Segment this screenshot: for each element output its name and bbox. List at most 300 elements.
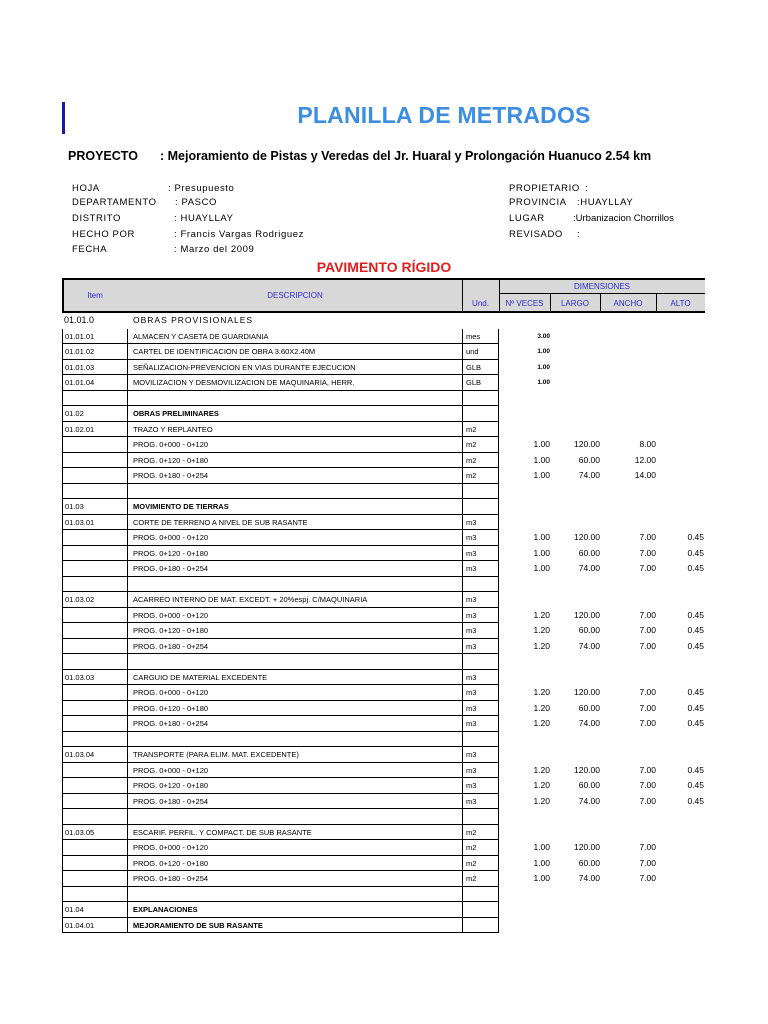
row-n-veces: 1.00 <box>533 454 550 465</box>
row-largo <box>550 747 600 763</box>
row-ancho: 12.00 <box>634 454 656 465</box>
row-item: 01.01.01 <box>62 329 128 345</box>
table-row <box>62 654 705 670</box>
row-ancho <box>600 654 656 670</box>
table-row <box>62 778 705 794</box>
row-item <box>62 546 128 562</box>
row-description: PROG. 0+180 - 0+254 <box>128 639 462 655</box>
row-largo: 74.00 <box>578 640 600 651</box>
row-n-veces: 1.20 <box>533 687 550 697</box>
row-alto <box>656 887 704 903</box>
row-unit: m2 <box>462 468 499 484</box>
row-largo <box>550 918 600 934</box>
row-n-veces <box>499 887 550 903</box>
row-alto: 0.45 <box>687 563 704 573</box>
row-ancho <box>600 406 656 422</box>
row-item: 01.02.01 <box>62 422 128 438</box>
row-alto <box>656 391 704 407</box>
info-value: :Urbanizacion Chorrillos <box>573 213 674 224</box>
row-ancho: 7.00 <box>639 625 656 635</box>
row-largo <box>550 670 600 686</box>
row-item <box>62 716 128 732</box>
row-ancho <box>600 918 656 934</box>
row-description: SEÑALIZACION-PREVENCION EN VIAS DURANTE EJECUCION <box>128 360 462 376</box>
row-ancho: 7.00 <box>639 857 656 868</box>
row-unit: m3 <box>462 515 499 531</box>
row-largo: 74.00 <box>578 795 600 806</box>
proyecto-line <box>68 149 651 163</box>
row-largo <box>550 887 600 903</box>
row-unit: m3 <box>462 561 499 577</box>
row-item <box>62 685 128 701</box>
row-largo: 60.00 <box>578 625 600 635</box>
row-ancho: 7.00 <box>639 718 656 728</box>
info-key: FECHA <box>72 244 108 255</box>
row-ancho <box>600 902 656 918</box>
row-description: PROG. 0+120 - 0+180 <box>128 453 462 469</box>
table-row <box>62 608 705 624</box>
row-item <box>62 701 128 717</box>
row-item: 01.01.02 <box>62 344 128 360</box>
row-unit <box>462 313 499 329</box>
row-n-veces <box>499 747 550 763</box>
row-item <box>62 468 128 484</box>
row-largo <box>550 375 600 391</box>
row-item <box>62 887 128 903</box>
row-unit: mes <box>462 329 499 345</box>
row-item <box>62 577 128 593</box>
row-unit <box>462 577 499 593</box>
table-row <box>62 546 705 562</box>
row-description: ESCARIF. PERFIL. Y COMPACT. DE SUB RASANTE <box>128 825 462 841</box>
row-n-veces: 1.00 <box>533 547 550 558</box>
row-ancho <box>600 484 656 500</box>
table-row <box>62 639 705 655</box>
table-row <box>62 732 705 748</box>
row-unit: und <box>462 344 499 360</box>
header-largo: LARGO <box>560 299 589 308</box>
row-largo <box>550 344 600 360</box>
info-key: LUGAR <box>509 213 545 224</box>
row-alto <box>656 375 704 391</box>
row-alto: 0.45 <box>687 718 704 728</box>
row-description: ALMACEN Y CASETA DE GUARDIANIA <box>128 329 462 345</box>
table-row <box>62 763 705 779</box>
row-description: PROG. 0+120 - 0+180 <box>128 778 462 794</box>
row-ancho <box>600 360 656 376</box>
row-largo: 74.00 <box>578 470 600 480</box>
row-description: PROG. 0+180 - 0+254 <box>128 716 462 732</box>
row-unit: m2 <box>462 437 499 453</box>
proyecto-label: PROYECTO <box>68 149 138 163</box>
row-item <box>62 561 128 577</box>
table-row <box>62 561 705 577</box>
row-alto <box>656 329 704 345</box>
info-key: HOJA <box>72 183 100 194</box>
row-unit: m2 <box>462 856 499 872</box>
info-key: PROVINCIA <box>509 197 567 208</box>
row-description: OBRAS PROVISIONALES <box>133 315 254 325</box>
row-item: 01.01.0 <box>64 315 95 325</box>
row-item: 01.03.05 <box>62 825 128 841</box>
row-ancho <box>600 887 656 903</box>
table-row <box>62 577 705 593</box>
table-row <box>62 794 705 810</box>
row-alto: 0.45 <box>687 795 704 806</box>
row-alto: 0.45 <box>687 640 704 651</box>
info-value: : PASCO <box>175 197 218 208</box>
row-n-veces: 1.00 <box>533 439 550 449</box>
row-unit: GLB <box>462 360 499 376</box>
row-description <box>128 484 462 500</box>
row-item: 01.03.02 <box>62 592 128 608</box>
table-row <box>62 716 705 732</box>
table-row <box>62 670 705 686</box>
info-key: PROPIETARIO <box>509 183 580 194</box>
row-ancho <box>600 329 656 345</box>
table-row <box>62 840 705 856</box>
row-largo <box>550 422 600 438</box>
header-alto: ALTO <box>670 299 691 308</box>
row-alto: 0.45 <box>687 532 704 542</box>
row-largo: 74.00 <box>578 718 600 728</box>
header-dimensiones: DIMENSIONES <box>573 282 630 291</box>
row-unit: m3 <box>462 716 499 732</box>
table-row <box>62 422 705 438</box>
row-unit: m2 <box>462 422 499 438</box>
row-description: PROG. 0+120 - 0+180 <box>128 701 462 717</box>
row-item <box>62 794 128 810</box>
row-unit <box>462 809 499 825</box>
row-description: EXPLANACIONES <box>128 902 462 918</box>
table-row <box>62 825 705 841</box>
row-item <box>62 778 128 794</box>
row-largo <box>550 732 600 748</box>
row-largo: 120.00 <box>574 609 600 620</box>
row-description: PROG. 0+180 - 0+254 <box>128 468 462 484</box>
row-largo: 120.00 <box>574 842 600 852</box>
table-row <box>62 453 705 469</box>
row-n-veces: 1.00 <box>533 470 550 480</box>
row-description: TRAZO Y REPLANTEO <box>128 422 462 438</box>
row-n-veces: 1.00 <box>537 379 550 386</box>
table-row <box>62 902 705 918</box>
row-n-veces <box>499 391 550 407</box>
row-unit <box>462 654 499 670</box>
row-largo <box>550 577 600 593</box>
row-n-veces <box>499 902 550 918</box>
info-value: : Presupuesto <box>168 183 235 194</box>
row-ancho: 7.00 <box>639 702 656 713</box>
row-n-veces: 1.00 <box>537 348 550 355</box>
row-item <box>62 856 128 872</box>
row-n-veces: 1.00 <box>533 842 550 852</box>
table-row <box>62 499 705 515</box>
row-item: 01.04.01 <box>62 918 128 934</box>
row-ancho <box>600 577 656 593</box>
row-alto <box>656 422 704 438</box>
row-n-veces: 1.20 <box>533 640 550 651</box>
row-ancho: 7.00 <box>639 563 656 573</box>
row-unit: m3 <box>462 763 499 779</box>
table-row <box>62 623 705 639</box>
row-unit: m2 <box>462 871 499 887</box>
row-item <box>62 809 128 825</box>
table-row <box>62 515 705 531</box>
row-largo: 120.00 <box>574 532 600 542</box>
row-description: PROG. 0+000 - 0+120 <box>128 437 462 453</box>
row-alto: 0.45 <box>687 625 704 635</box>
row-largo: 120.00 <box>574 439 600 449</box>
row-n-veces <box>499 577 550 593</box>
row-n-veces <box>499 918 550 934</box>
row-unit <box>462 391 499 407</box>
row-ancho: 7.00 <box>639 532 656 542</box>
row-description <box>128 391 462 407</box>
row-description: PROG. 0+000 - 0+120 <box>128 608 462 624</box>
row-unit: m3 <box>462 778 499 794</box>
header-ancho: ANCHO <box>613 299 643 308</box>
info-key: DISTRITO <box>72 213 121 224</box>
row-ancho: 8.00 <box>639 439 656 449</box>
row-n-veces: 1.00 <box>533 873 550 883</box>
row-item <box>62 639 128 655</box>
row-unit: m2 <box>462 840 499 856</box>
row-ancho <box>600 422 656 438</box>
row-largo <box>550 329 600 345</box>
row-n-veces <box>499 406 550 422</box>
row-unit <box>462 902 499 918</box>
row-item <box>62 391 128 407</box>
info-key: HECHO POR <box>72 229 135 240</box>
row-ancho: 7.00 <box>639 795 656 806</box>
row-description: PROG. 0+120 - 0+180 <box>128 856 462 872</box>
info-value: : <box>585 183 589 194</box>
header-item: Item <box>87 291 103 300</box>
row-description: CARTEL DE IDENTIFICACION DE OBRA 3.60X2.40M <box>128 344 462 360</box>
row-description: PROG. 0+180 - 0+254 <box>128 871 462 887</box>
info-value: : <box>577 229 581 240</box>
row-ancho <box>600 809 656 825</box>
table-row <box>62 360 705 376</box>
row-n-veces <box>499 670 550 686</box>
row-item <box>62 654 128 670</box>
row-unit <box>462 918 499 934</box>
row-ancho: 7.00 <box>639 640 656 651</box>
row-description: CORTE DE TERRENO A NIVEL DE SUB RASANTE <box>128 515 462 531</box>
row-alto <box>656 732 704 748</box>
row-alto <box>656 577 704 593</box>
row-alto <box>656 871 704 887</box>
table-row <box>62 530 705 546</box>
row-largo: 60.00 <box>578 780 600 790</box>
row-alto <box>656 840 704 856</box>
row-largo <box>550 809 600 825</box>
row-alto: 0.45 <box>687 780 704 790</box>
row-n-veces <box>499 515 550 531</box>
row-item <box>62 763 128 779</box>
row-description: PROG. 0+000 - 0+120 <box>128 530 462 546</box>
row-n-veces <box>499 732 550 748</box>
row-alto <box>656 825 704 841</box>
row-item <box>62 732 128 748</box>
row-alto: 0.45 <box>687 687 704 697</box>
row-unit: m3 <box>462 685 499 701</box>
header-und: Und. <box>472 299 489 308</box>
row-n-veces: 1.20 <box>533 780 550 790</box>
row-alto <box>656 468 704 484</box>
row-largo <box>550 391 600 407</box>
row-alto <box>656 747 704 763</box>
row-alto <box>656 484 704 500</box>
row-item: 01.02 <box>62 406 128 422</box>
row-unit <box>462 499 499 515</box>
row-unit: m3 <box>462 546 499 562</box>
row-unit <box>462 406 499 422</box>
info-value: :HUAYLLAY <box>577 197 634 208</box>
row-n-veces <box>499 313 550 329</box>
row-alto <box>656 360 704 376</box>
row-unit: m3 <box>462 592 499 608</box>
table-row <box>62 437 705 453</box>
header-descripcion: DESCRIPCION <box>267 291 323 300</box>
table-row <box>62 685 705 701</box>
row-largo: 120.00 <box>574 687 600 697</box>
table-row <box>62 375 705 391</box>
row-ancho: 7.00 <box>639 842 656 852</box>
row-alto <box>656 902 704 918</box>
row-item <box>62 608 128 624</box>
row-description: TRANSPORTE (PARA ELIM. MAT. EXCEDENTE) <box>128 747 462 763</box>
row-ancho: 7.00 <box>639 764 656 775</box>
row-alto: 0.45 <box>687 764 704 775</box>
row-alto <box>656 437 704 453</box>
row-alto: 0.45 <box>687 609 704 620</box>
row-item: 01.03.03 <box>62 670 128 686</box>
row-n-veces: 1.20 <box>533 625 550 635</box>
row-item: 01.01.04 <box>62 375 128 391</box>
row-description <box>128 809 462 825</box>
row-description: PROG. 0+000 - 0+120 <box>128 763 462 779</box>
row-unit: m3 <box>462 639 499 655</box>
row-largo <box>550 515 600 531</box>
row-largo <box>550 499 600 515</box>
row-largo <box>550 654 600 670</box>
row-item: 01.03 <box>62 499 128 515</box>
proyecto-value: : Mejoramiento de Pistas y Veredas del Jr. Huaral y Prolongación Huanuco 2.54 km <box>160 149 652 163</box>
row-n-veces: 1.20 <box>533 795 550 806</box>
row-alto <box>656 453 704 469</box>
row-description: CARGUIO DE MATERIAL EXCEDENTE <box>128 670 462 686</box>
row-largo: 74.00 <box>578 563 600 573</box>
row-item <box>62 437 128 453</box>
row-ancho: 7.00 <box>639 609 656 620</box>
row-unit: m3 <box>462 701 499 717</box>
row-ancho: 14.00 <box>634 470 656 480</box>
row-item: 01.01.03 <box>62 360 128 376</box>
row-ancho: 7.00 <box>639 780 656 790</box>
row-n-veces: 1.20 <box>533 764 550 775</box>
row-largo <box>550 825 600 841</box>
row-largo: 60.00 <box>578 547 600 558</box>
table-row <box>62 701 705 717</box>
row-largo <box>550 406 600 422</box>
row-n-veces <box>499 499 550 515</box>
row-n-veces <box>499 422 550 438</box>
row-largo <box>550 592 600 608</box>
info-key: REVISADO <box>509 229 563 240</box>
row-ancho <box>600 344 656 360</box>
row-description <box>128 577 462 593</box>
row-item: 01.04 <box>62 902 128 918</box>
row-unit: m3 <box>462 530 499 546</box>
header-n-veces: Nº VECES <box>505 299 544 308</box>
row-largo: 60.00 <box>578 454 600 465</box>
row-ancho <box>600 592 656 608</box>
row-item <box>62 484 128 500</box>
row-alto <box>656 499 704 515</box>
row-alto <box>656 592 704 608</box>
row-ancho <box>600 391 656 407</box>
row-alto <box>656 654 704 670</box>
row-largo <box>550 902 600 918</box>
row-unit: m3 <box>462 794 499 810</box>
row-alto <box>656 313 704 329</box>
row-description: MOVILIZACION Y DESMOVILIZACION DE MAQUINARIA, HERR. <box>128 375 462 391</box>
row-n-veces: 1.00 <box>537 363 550 371</box>
row-unit <box>462 484 499 500</box>
row-largo: 120.00 <box>574 764 600 775</box>
row-ancho <box>600 747 656 763</box>
info-key: DEPARTAMENTO <box>72 197 157 208</box>
row-largo <box>550 484 600 500</box>
row-alto <box>656 918 704 934</box>
row-n-veces: 1.00 <box>533 532 550 542</box>
row-largo <box>550 360 600 376</box>
row-description: PROG. 0+000 - 0+120 <box>128 840 462 856</box>
row-unit: GLB <box>462 375 499 391</box>
row-description: PROG. 0+120 - 0+180 <box>128 623 462 639</box>
row-alto: 0.45 <box>687 702 704 713</box>
row-alto: 0.45 <box>687 547 704 558</box>
row-description: PROG. 0+180 - 0+254 <box>128 561 462 577</box>
row-unit: m2 <box>462 825 499 841</box>
row-unit: m2 <box>462 453 499 469</box>
row-item: 01.03.01 <box>62 515 128 531</box>
row-n-veces <box>499 809 550 825</box>
row-ancho: 7.00 <box>639 873 656 883</box>
row-ancho <box>600 825 656 841</box>
table-row <box>62 468 705 484</box>
table-row <box>62 344 705 360</box>
row-n-veces <box>499 654 550 670</box>
row-item <box>62 453 128 469</box>
table-row <box>62 406 705 422</box>
row-item: 01.03.04 <box>62 747 128 763</box>
table-row <box>62 747 705 763</box>
info-value: : Marzo del 2009 <box>174 244 255 255</box>
row-description <box>128 887 462 903</box>
row-n-veces: 3.00 <box>537 332 550 340</box>
table-row <box>62 391 705 407</box>
row-item <box>62 871 128 887</box>
table-row <box>62 918 705 934</box>
row-unit: m3 <box>462 608 499 624</box>
row-ancho <box>600 499 656 515</box>
row-largo: 60.00 <box>578 857 600 868</box>
row-n-veces: 1.20 <box>533 702 550 713</box>
row-ancho <box>600 313 656 329</box>
